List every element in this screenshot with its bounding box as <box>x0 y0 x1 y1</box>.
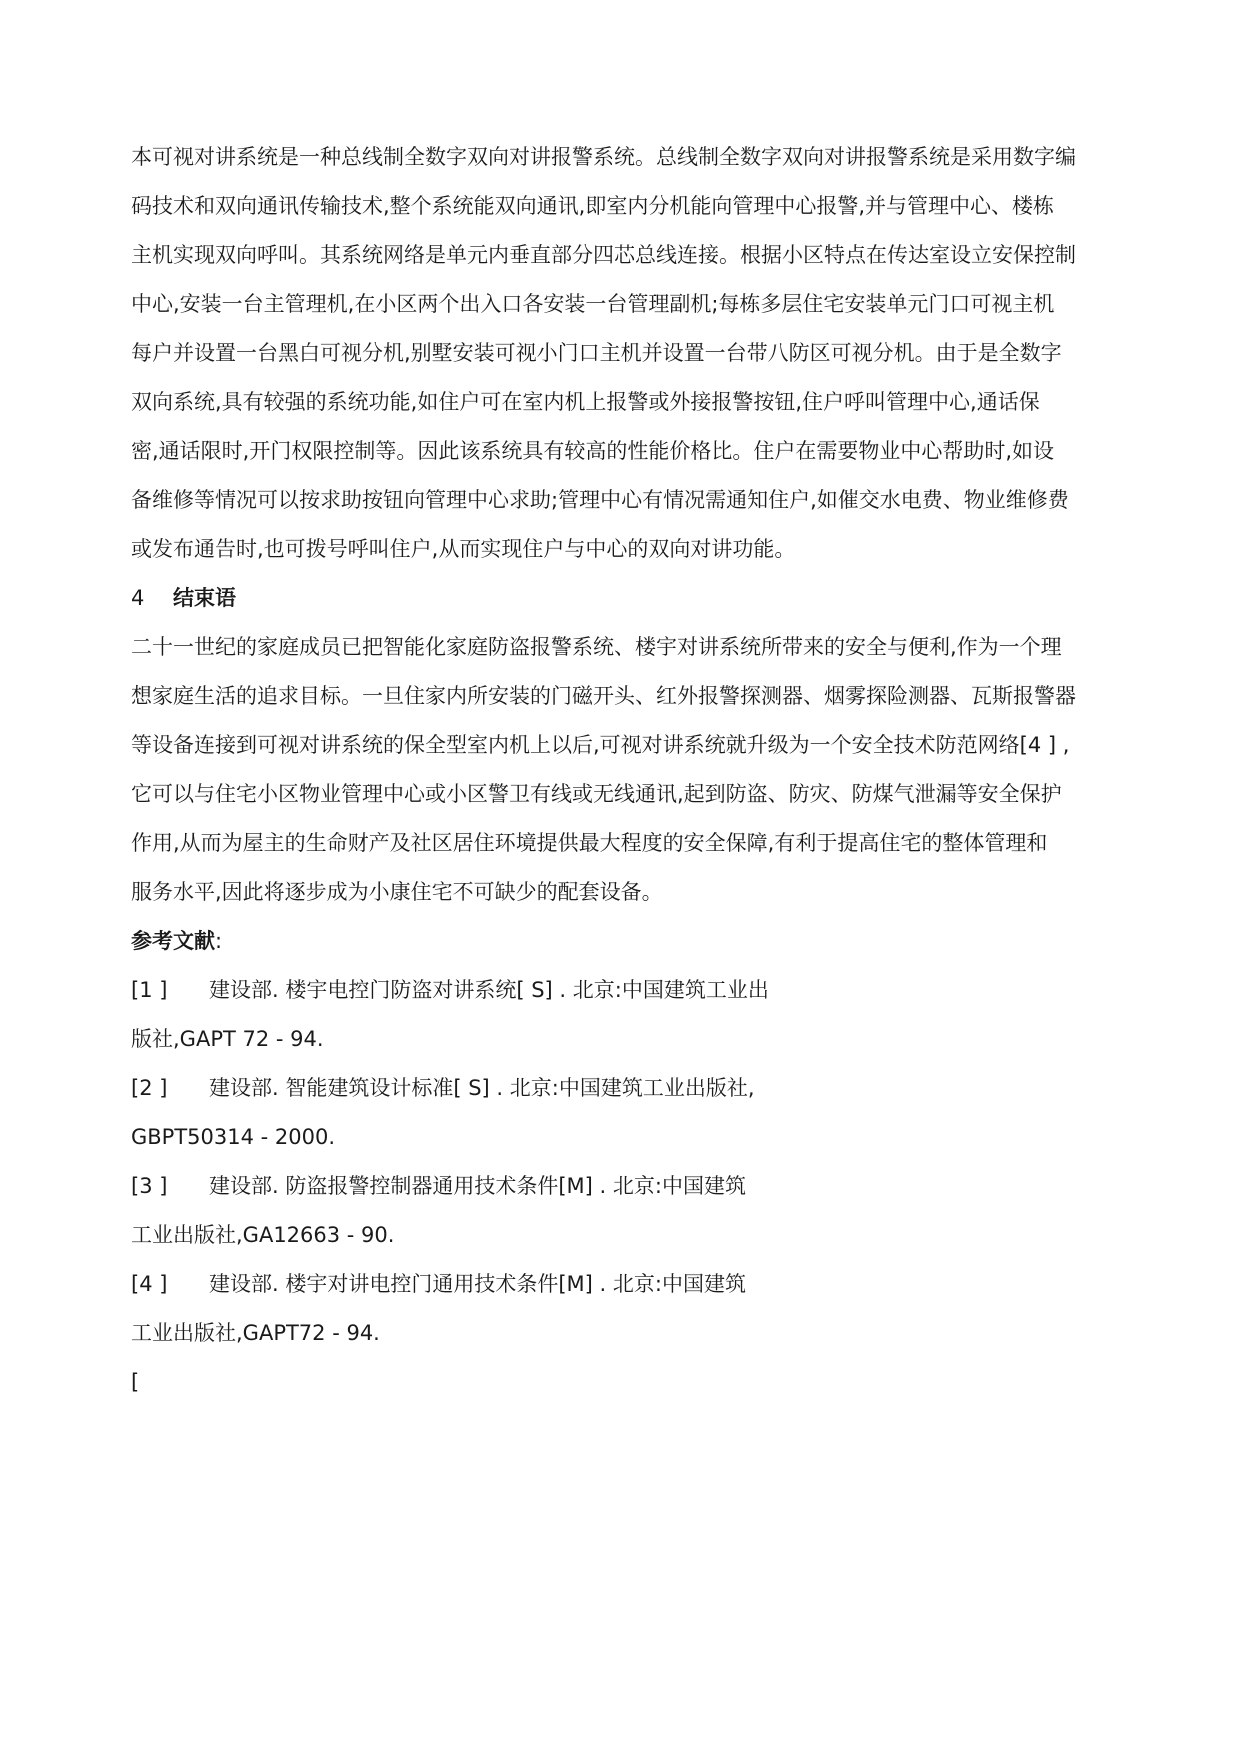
section-number: 4 <box>131 586 145 610</box>
reference-item <box>131 1270 746 1298</box>
body-line: 码技术和双向通讯传输技术,整个系统能双向通讯,即室内分机能向管理中心报警,并与管理中心、楼栋 <box>131 194 1055 218</box>
reference-continuation: 工业出版社,GAPT72 - 94. <box>131 1321 380 1345</box>
reference-item <box>131 1074 755 1102</box>
conclusion-line: 二十一世纪的家庭成员已把智能化家庭防盗报警系统、楼宇对讲系统所带来的安全与便利,作为一个理 <box>131 635 1062 659</box>
body-line: 本可视对讲系统是一种总线制全数字双向对讲报警系统。总线制全数字双向对讲报警系统是采用数字编 <box>131 145 1076 169</box>
body-line: 主机实现双向呼叫。其系统网络是单元内垂直部分四芯总线连接。根据小区特点在传达室设立安保控制 <box>131 243 1076 267</box>
conclusion-line: 作用,从而为屋主的生命财产及社区居住环境提供最大程度的安全保障,有利于提高住宅的整体管理和 <box>131 831 1048 855</box>
references-colon: : <box>215 929 223 953</box>
body-line: 密,通话限时,开门权限控制等。因此该系统具有较高的性能价格比。住户在需要物业中心帮助时,如设 <box>131 439 1055 463</box>
reference-number: [4 ] <box>131 1272 168 1296</box>
section-title: 结束语 <box>173 586 236 610</box>
reference-text: 建设部. 楼宇对讲电控门通用技术条件[M] . 北京:中国建筑 <box>209 1272 746 1296</box>
reference-number: [1 ] <box>131 978 168 1002</box>
references-heading <box>131 927 222 955</box>
body-line: 每户并设置一台黑白可视分机,别墅安装可视小门口主机并设置一台带八防区可视分机。由于是全数字 <box>131 341 1062 365</box>
body-line: 双向系统,具有较强的系统功能,如住户可在室内机上报警或外接报警按钮,住户呼叫管理中心,通话保 <box>131 390 1040 414</box>
body-line: 中心,安装一台主管理机,在小区两个出入口各安装一台管理副机;每栋多层住宅安装单元门口可视主机 <box>131 292 1055 316</box>
body-line: 备维修等情况可以按求助按钮向管理中心求助;管理中心有情况需通知住户,如催交水电费、物业维修费 <box>131 488 1069 512</box>
reference-trailing-bracket: [ <box>131 1370 140 1394</box>
reference-continuation: GBPT50314 - 2000. <box>131 1125 336 1149</box>
reference-text: 建设部. 防盗报警控制器通用技术条件[M] . 北京:中国建筑 <box>209 1174 746 1198</box>
reference-number: [3 ] <box>131 1174 168 1198</box>
reference-continuation: 版社,GAPT 72 - 94. <box>131 1027 324 1051</box>
reference-item <box>131 1172 746 1200</box>
conclusion-line: 服务水平,因此将逐步成为小康住宅不可缺少的配套设备。 <box>131 880 663 904</box>
section-heading <box>131 584 236 612</box>
reference-continuation: 工业出版社,GA12663 - 90. <box>131 1223 395 1247</box>
conclusion-line: 它可以与住宅小区物业管理中心或小区警卫有线或无线通讯,起到防盗、防灾、防煤气泄漏等安全保护 <box>131 782 1062 806</box>
reference-number: [2 ] <box>131 1076 168 1100</box>
reference-item <box>131 976 769 1004</box>
reference-text: 建设部. 智能建筑设计标准[ S] . 北京:中国建筑工业出版社, <box>209 1076 755 1100</box>
references-title: 参考文献 <box>131 929 215 953</box>
conclusion-line: 想家庭生活的追求目标。一旦住家内所安装的门磁开头、红外报警探测器、烟雾探险测器、瓦斯报警器 <box>131 684 1076 708</box>
body-line: 或发布通告时,也可拨号呼叫住户,从而实现住户与中心的双向对讲功能。 <box>131 537 796 561</box>
conclusion-line: 等设备连接到可视对讲系统的保全型室内机上以后,可视对讲系统就升级为一个安全技术防范网络[4 ] , <box>131 733 1070 757</box>
reference-text: 建设部. 楼宇电控门防盗对讲系统[ S] . 北京:中国建筑工业出 <box>209 978 769 1002</box>
